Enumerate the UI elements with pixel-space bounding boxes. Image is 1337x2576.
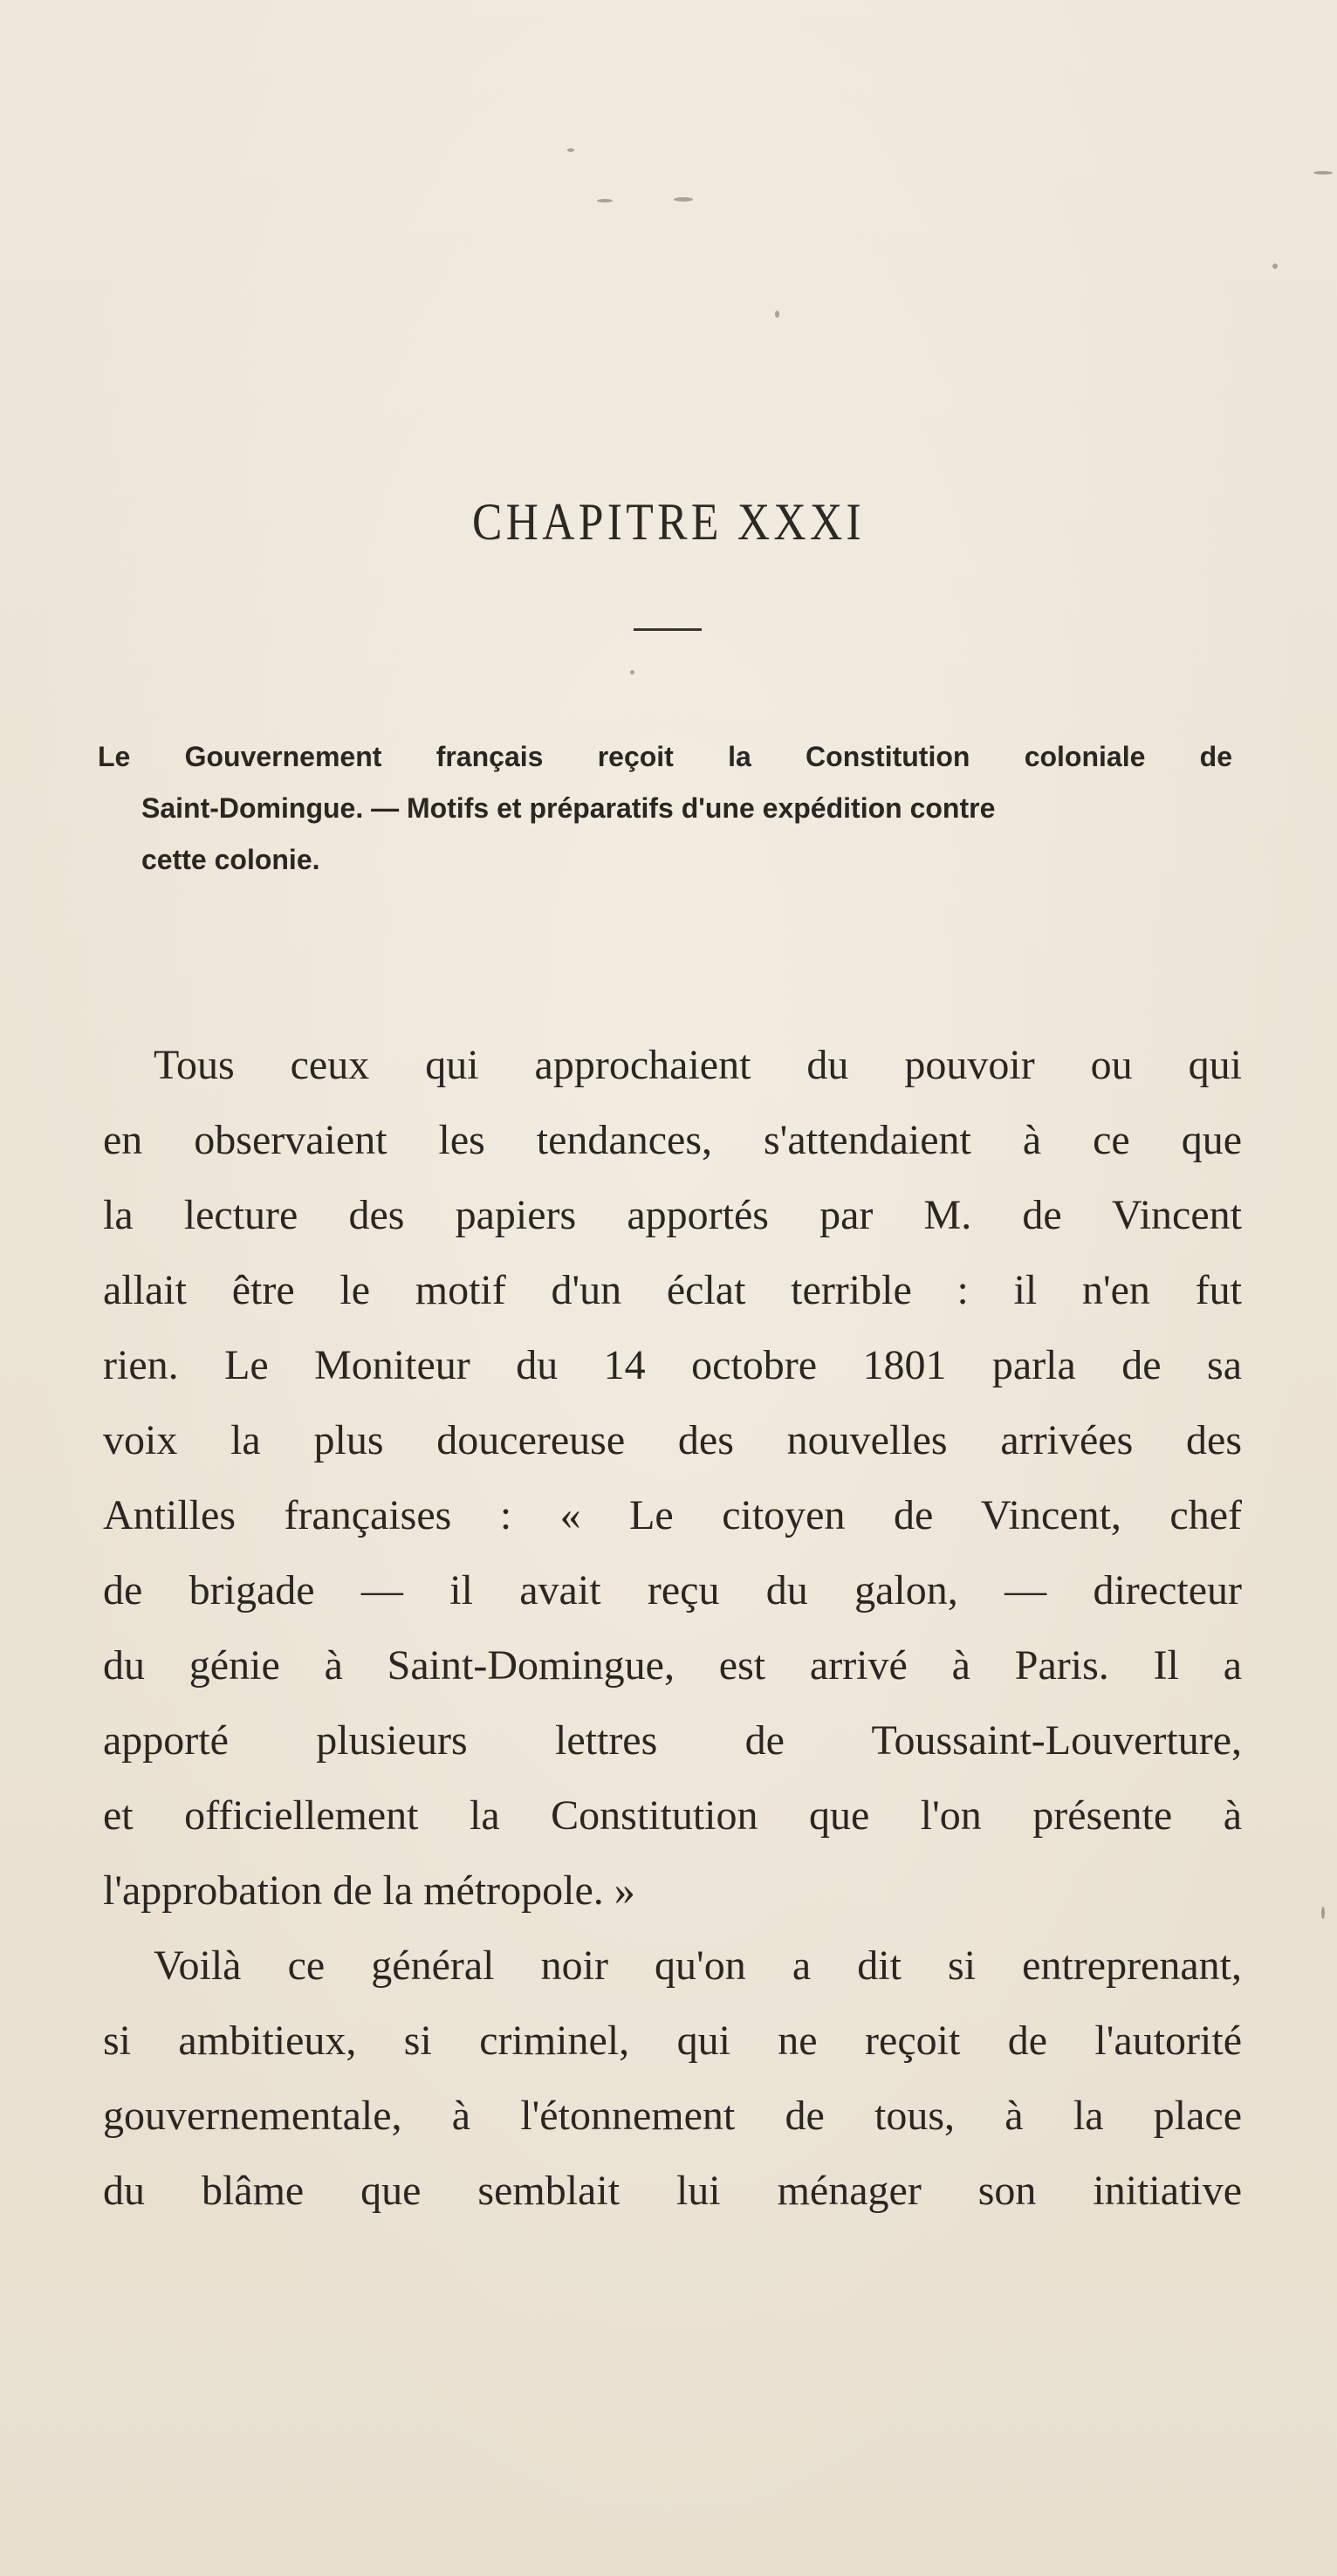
body-line: Voilà ce général noir qu'on a dit si entreprenant, (154, 1942, 1242, 1989)
paper-speck (567, 148, 574, 152)
body-line: de brigade — il avait reçu du galon, — directeur (103, 1567, 1242, 1613)
paper-speck (674, 197, 693, 202)
body-line: en observaient les tendances, s'attendaient à ce que (103, 1117, 1242, 1163)
body-line: Antilles françaises : « Le citoyen de Vincent, chef (103, 1492, 1242, 1538)
body-line: la lecture des papiers apportés par M. de Vincent (103, 1192, 1242, 1238)
body-line: allait être le motif d'un éclat terrible : il n'en fut (103, 1267, 1242, 1313)
body-line: l'approbation de la métropole. » (103, 1867, 635, 1914)
body-line: apporté plusieurs lettres de Toussaint-Louverture, (103, 1717, 1242, 1764)
paper-speck (630, 670, 634, 675)
chapter-title: CHAPITRE XXXI (471, 493, 866, 551)
paper-speck (1313, 171, 1333, 175)
body-line: si ambitieux, si criminel, qui ne reçoit de l'autorité (103, 2018, 1242, 2064)
body-line: voix la plus doucereuse des nouvelles arrivées des (103, 1417, 1242, 1463)
chapter-summary (98, 731, 1232, 886)
body-text (103, 1028, 1242, 2229)
body-line: du blâme que semblait lui ménager son initiative (103, 2168, 1242, 2214)
body-line: du génie à Saint-Domingue, est arrivé à Paris. Il a (103, 1642, 1242, 1689)
body-line: et officiellement la Constitution que l'on présente à (103, 1792, 1242, 1839)
title-rule (634, 628, 702, 631)
paper-speck (597, 199, 613, 202)
summary-line: Saint-Domingue. — Motifs et préparatifs d'une expédition contre (141, 792, 996, 824)
paper-speck (775, 311, 779, 318)
body-line: rien. Le Moniteur du 14 octobre 1801 parla de sa (103, 1342, 1242, 1388)
body-line: Tous ceux qui approchaient du pouvoir ou qui (154, 1042, 1242, 1088)
paper-speck (1321, 1907, 1325, 1919)
summary-line: Le Gouvernement français reçoit la Constitution coloniale de (98, 741, 1232, 772)
summary-line: cette colonie. (141, 844, 320, 875)
paper-speck (1272, 264, 1278, 269)
body-line: gouvernementale, à l'étonnement de tous, à la place (103, 2093, 1242, 2139)
